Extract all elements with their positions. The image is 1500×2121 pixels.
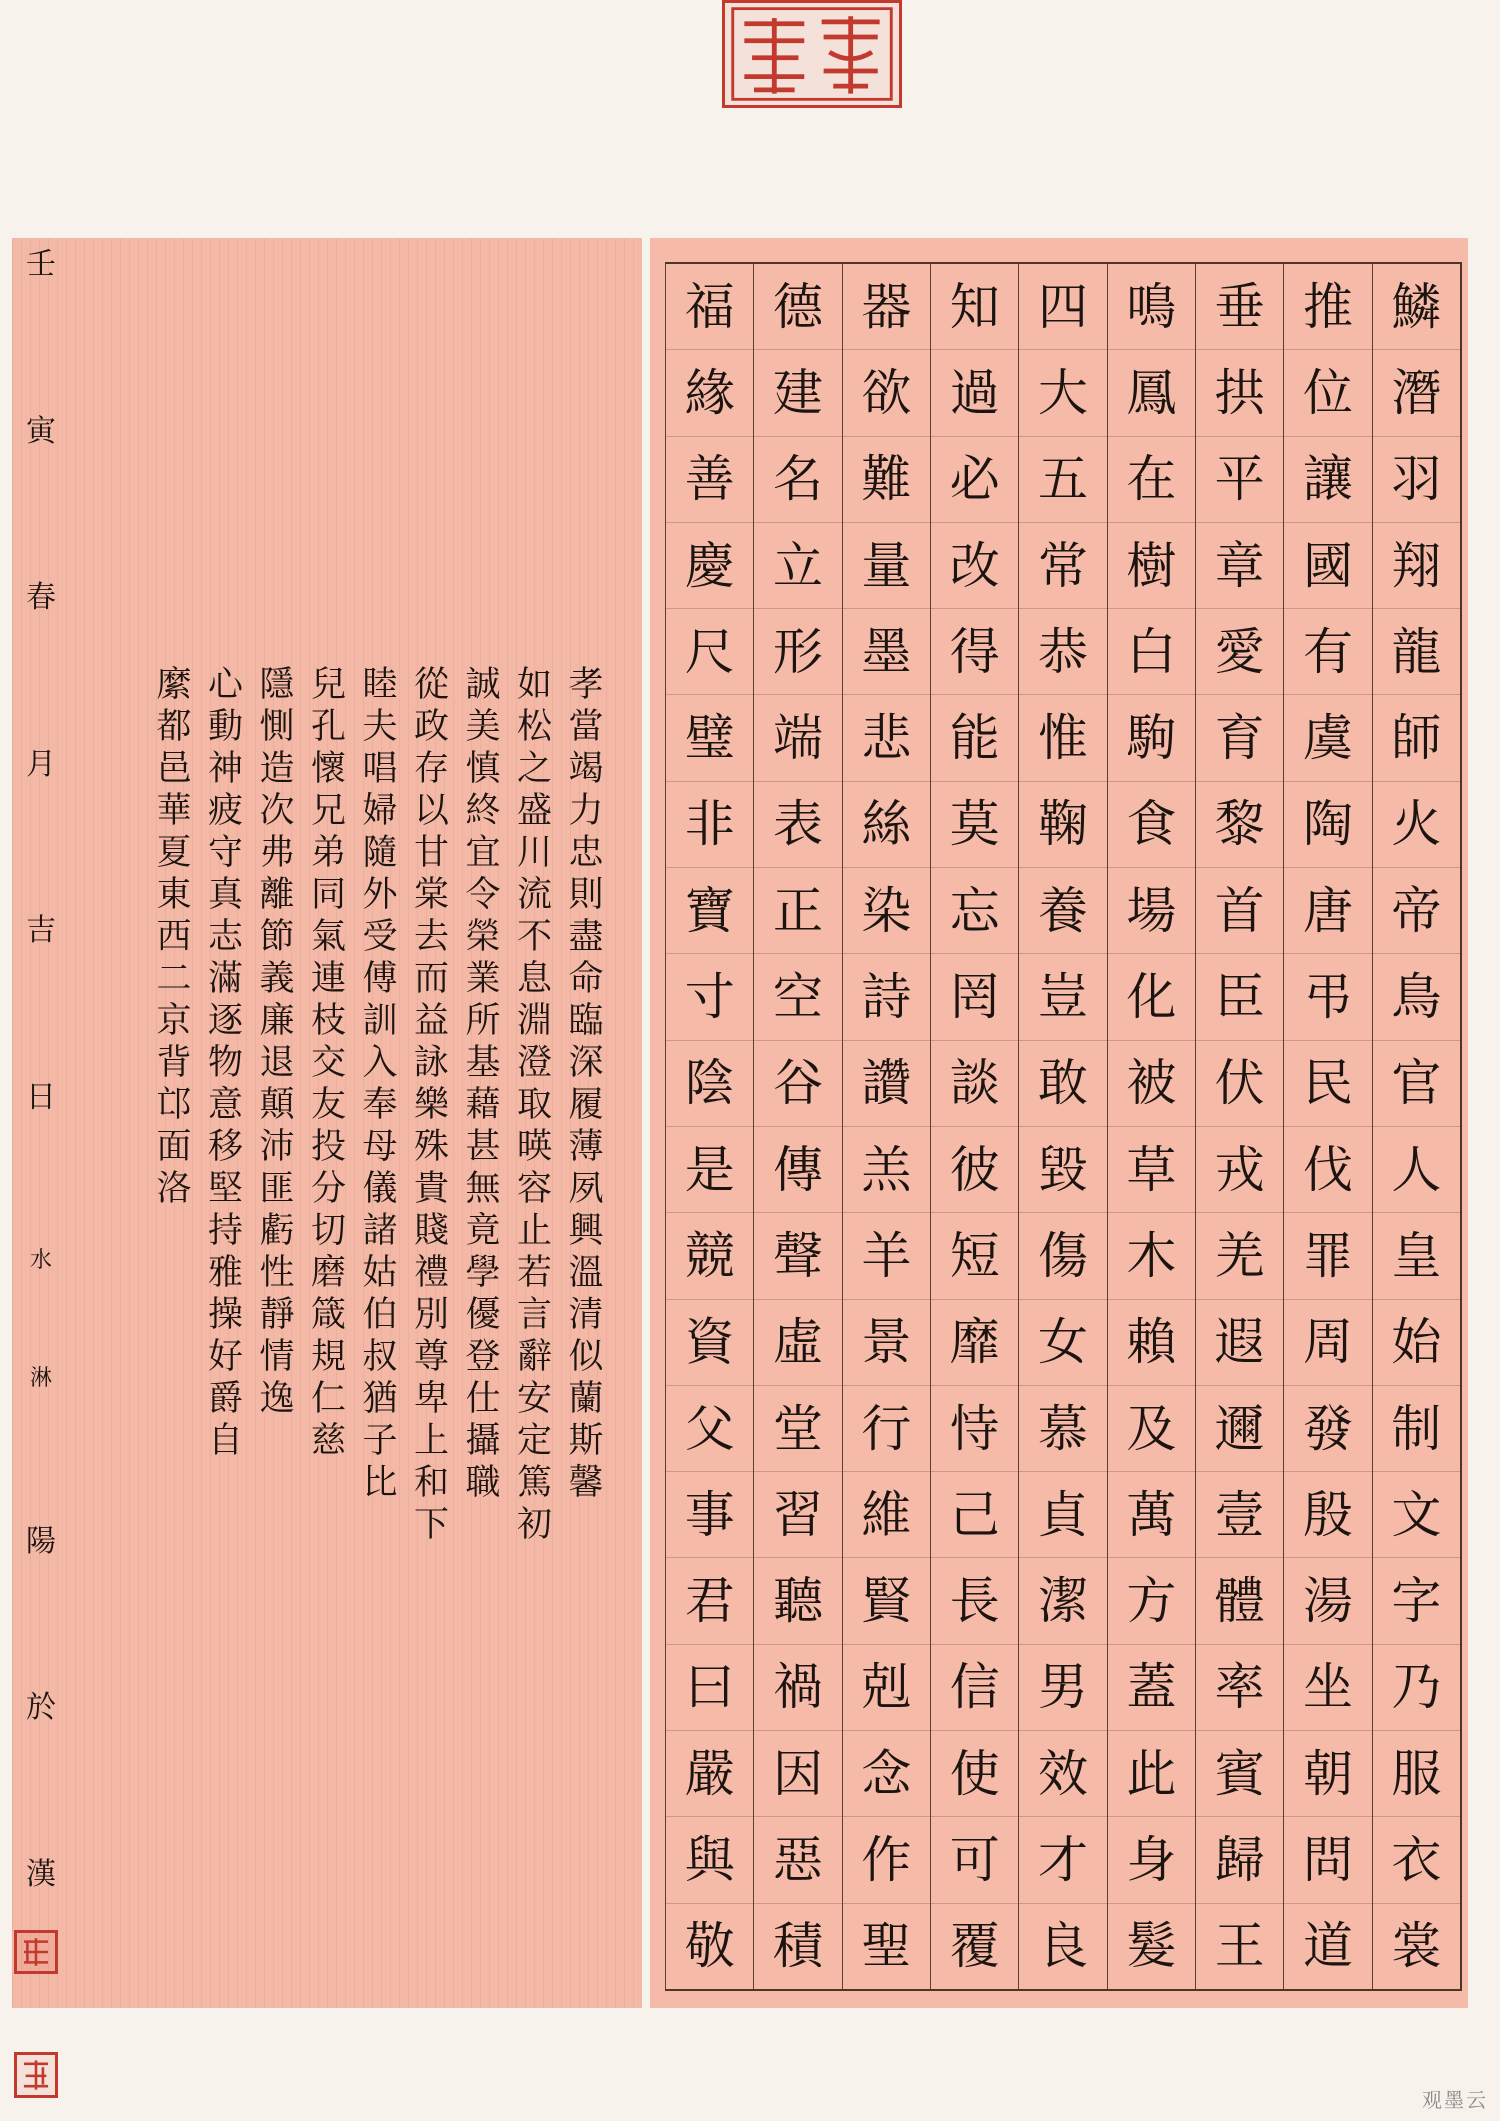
grid-character: 身 [1108,1817,1195,1903]
grid-character: 器 [843,264,930,350]
grid-character: 木 [1108,1213,1195,1299]
grid-character: 坐 [1284,1645,1371,1731]
grid-character: 曰 [666,1645,753,1731]
grid-character: 覆 [949,1917,1000,1976]
grid-character: 女 [1019,1300,1106,1386]
grid-character: 戎 [1196,1127,1283,1213]
grid-character: 國 [1284,523,1371,609]
grid-character: 敢 [1019,1041,1106,1127]
grid-character: 育 [1196,695,1283,781]
grid-character: 火 [1373,782,1460,868]
grid-character: 陰 [666,1041,753,1127]
grid-character: 形 [754,609,841,695]
grid-character: 在 [1108,437,1195,523]
grid-column [1372,264,1460,1989]
grid-character: 羽 [1373,437,1460,523]
inscription-column: 心動神疲守真志滿逐物意移堅持雅操好爵自 [202,665,243,1463]
grid-character: 道 [1303,1917,1353,1976]
grid-character: 推 [1284,264,1371,350]
grid-character: 傳 [754,1127,841,1213]
grid-column [753,264,841,1989]
grid-character: 事 [666,1472,753,1558]
inscription-column: 從政存以甘棠去而益詠樂殊貴賤禮別尊卑上和下 [408,665,449,1547]
grid-character: 空 [754,954,841,1040]
grid-character: 信 [931,1645,1018,1731]
grid-character: 莫 [931,782,1018,868]
grid-character: 讚 [843,1041,930,1127]
grid-character: 拱 [1196,350,1283,436]
date-signature-column [18,247,64,1892]
grid-character: 發 [1284,1386,1371,1472]
grid-character: 官 [1373,1041,1460,1127]
date-char: 淋 [29,1366,52,1392]
grid-character: 乃 [1373,1645,1460,1731]
signature-seal-upper [14,1930,58,1974]
grid-character: 是 [666,1127,753,1213]
date-char: 春 [26,580,56,616]
grid-character: 羔 [843,1127,930,1213]
grid-character: 潛 [1373,350,1460,436]
grid-character: 作 [843,1817,930,1903]
grid-character: 得 [931,609,1018,695]
signature-seal-lower [14,2052,58,2098]
grid-character: 尺 [666,609,753,695]
grid-character: 此 [1108,1731,1195,1817]
grid-character: 文 [1373,1472,1460,1558]
grid-character: 鳴 [1108,264,1195,350]
grid-character: 白 [1108,609,1195,695]
grid-character: 積 [773,1917,824,1976]
grid-character: 傷 [1019,1213,1106,1299]
grid-column [1107,264,1195,1989]
grid-character: 能 [931,695,1018,781]
colophon-inscription [150,665,603,1645]
grid-character: 競 [666,1213,753,1299]
grid-character: 駒 [1108,695,1195,781]
grid-character: 大 [1019,350,1106,436]
grid-character: 衣 [1373,1817,1460,1903]
grid-character: 位 [1284,350,1371,436]
date-char: 水 [29,1247,52,1273]
grid-character: 良 [1038,1917,1089,1976]
top-seal-stamp [722,0,902,108]
grid-character: 惟 [1019,695,1106,781]
grid-character: 常 [1019,523,1106,609]
grid-character: 彼 [931,1127,1018,1213]
grid-character: 難 [843,437,930,523]
grid-character: 己 [931,1472,1018,1558]
grid-character: 伐 [1284,1127,1371,1213]
grid-character: 詩 [843,954,930,1040]
grid-character: 璧 [666,695,753,781]
grid-character: 罪 [1284,1213,1371,1299]
inscription-column: 兒孔懷兄弟同氣連枝交友投分切磨箴規仁慈 [305,665,346,1463]
grid-character: 男 [1019,1645,1106,1731]
grid-character: 慶 [666,523,753,609]
grid-character: 表 [754,782,841,868]
grid-character: 制 [1373,1386,1460,1472]
grid-character: 行 [843,1386,930,1472]
grid-character: 忘 [931,868,1018,954]
grid-character: 髮 [1126,1917,1177,1976]
grid-character: 湯 [1284,1558,1371,1644]
date-char: 寅 [26,413,56,449]
grid-column [842,264,930,1989]
grid-character: 短 [931,1213,1018,1299]
date-char: 日 [26,1079,56,1115]
grid-character: 鞠 [1019,782,1106,868]
inscription-column: 孝當竭力忠則盡命臨深履薄夙興溫清似蘭斯馨 [563,665,603,1505]
grid-character: 嚴 [666,1731,753,1817]
grid-character: 立 [754,523,841,609]
seal-glyph-art [17,1933,55,1971]
grid-character: 因 [754,1731,841,1817]
grid-character: 萬 [1108,1472,1195,1558]
grid-character: 首 [1196,868,1283,954]
date-char: 陽 [26,1523,56,1559]
grid-character: 伏 [1196,1041,1283,1127]
grid-character: 潔 [1019,1558,1106,1644]
grid-character: 寸 [666,954,753,1040]
grid-character: 師 [1373,695,1460,781]
grid-character: 四 [1019,264,1106,350]
grid-character: 臣 [1196,954,1283,1040]
grid-character: 父 [666,1386,753,1472]
grid-character: 欲 [843,350,930,436]
grid-character: 鳳 [1108,350,1195,436]
grid-column [1018,264,1106,1989]
grid-character: 虛 [754,1300,841,1386]
grid-character: 改 [931,523,1018,609]
grid-character: 德 [754,264,841,350]
grid-character: 垂 [1196,264,1283,350]
grid-character: 賢 [843,1558,930,1644]
grid-character: 始 [1373,1300,1460,1386]
grid-character: 殷 [1284,1472,1371,1558]
seal-glyph-art [725,3,899,105]
grid-character: 問 [1284,1817,1371,1903]
grid-character: 賓 [1196,1731,1283,1817]
grid-character: 念 [843,1731,930,1817]
grid-character: 場 [1108,868,1195,954]
inscription-column: 睦夫唱婦隨外受傅訓入奉母儀諸姑伯叔猶子比 [357,665,397,1505]
grid-character: 體 [1196,1558,1283,1644]
grid-column [665,264,753,1989]
grid-character: 帝 [1373,868,1460,954]
grid-column [1195,264,1283,1989]
grid-character: 有 [1284,609,1371,695]
grid-character: 正 [754,868,841,954]
inscription-column: 隱惻造次弗離節義廉退顛沛匪虧性靜情逸 [254,665,294,1421]
grid-character: 景 [843,1300,930,1386]
grid-character: 讓 [1284,437,1371,523]
grid-character: 鳥 [1373,954,1460,1040]
grid-character: 龍 [1373,609,1460,695]
grid-character: 弔 [1284,954,1371,1040]
grid-character: 羊 [843,1213,930,1299]
grid-character: 談 [931,1041,1018,1127]
grid-character: 福 [666,264,753,350]
grid-character: 聲 [754,1213,841,1299]
grid-character: 虞 [1284,695,1371,781]
grid-character: 習 [754,1472,841,1558]
grid-character: 裳 [1391,1917,1442,1976]
grid-character: 靡 [931,1300,1018,1386]
grid-character: 鱗 [1373,264,1460,350]
grid-character: 唐 [1284,868,1371,954]
grid-character: 樹 [1108,523,1195,609]
grid-character: 建 [754,350,841,436]
grid-character: 壹 [1196,1472,1283,1558]
grid-character: 邇 [1196,1386,1283,1472]
seal-glyph-art [17,2055,55,2095]
grid-character: 平 [1196,437,1283,523]
grid-character: 歸 [1196,1817,1283,1903]
grid-character: 方 [1108,1558,1195,1644]
grid-character: 愛 [1196,609,1283,695]
grid-character: 使 [931,1731,1018,1817]
grid-character: 聖 [861,1917,912,1976]
grid-column [1283,264,1371,1989]
grid-character: 王 [1214,1917,1265,1976]
grid-character: 長 [931,1558,1018,1644]
grid-character: 人 [1373,1127,1460,1213]
grid-character: 悲 [843,695,930,781]
grid-character: 非 [666,782,753,868]
inscription-column: 如松之盛川流不息淵澄取暎容止若言辭安定篤初 [511,665,552,1547]
date-char: 漢 [26,1856,56,1892]
grid-character: 養 [1019,868,1106,954]
grid-character: 知 [931,264,1018,350]
grid-character: 服 [1373,1731,1460,1817]
grid-character: 善 [666,437,753,523]
grid-character: 才 [1019,1817,1106,1903]
grid-character: 草 [1108,1127,1195,1213]
grid-character: 蓋 [1108,1645,1195,1731]
grid-character: 墨 [843,609,930,695]
grid-character: 恃 [931,1386,1018,1472]
grid-character: 遐 [1196,1300,1283,1386]
date-char: 月 [26,746,56,782]
grid-character: 寶 [666,868,753,954]
grid-character: 名 [754,437,841,523]
date-char: 於 [26,1690,56,1726]
grid-character: 翔 [1373,523,1460,609]
grid-character: 恭 [1019,609,1106,695]
grid-column [930,264,1018,1989]
grid-character: 與 [666,1817,753,1903]
grid-character: 字 [1373,1558,1460,1644]
grid-character: 染 [843,868,930,954]
grid-character: 效 [1019,1731,1106,1817]
date-char: 吉 [26,913,56,949]
grid-character: 端 [754,695,841,781]
grid-character: 化 [1108,954,1195,1040]
grid-character: 陶 [1284,782,1371,868]
grid-character: 資 [666,1300,753,1386]
grid-character: 谷 [754,1041,841,1127]
grid-character: 及 [1108,1386,1195,1472]
grid-character: 豈 [1019,954,1106,1040]
grid-character: 絲 [843,782,930,868]
grid-character: 慕 [1019,1386,1106,1472]
inscription-column: 誠美慎終宜令榮業所基藉甚無竟學優登仕攝職 [460,665,500,1505]
grid-character: 貞 [1019,1472,1106,1558]
grid-character: 朝 [1284,1731,1371,1817]
site-watermark: 观墨云 [1422,2090,1488,2112]
grid-character: 聽 [754,1558,841,1644]
grid-character: 皇 [1373,1213,1460,1299]
grid-character: 周 [1284,1300,1371,1386]
grid-character: 五 [1019,437,1106,523]
grid-character: 剋 [843,1645,930,1731]
grid-character: 毀 [1019,1127,1106,1213]
grid-character: 量 [843,523,930,609]
grid-character: 堂 [754,1386,841,1472]
grid-character: 敬 [684,1917,735,1976]
grid-character: 率 [1196,1645,1283,1731]
grid-character: 惡 [754,1817,841,1903]
grid-character: 賴 [1108,1300,1195,1386]
inscription-column: 縻都邑華夏東西二京背邙面洛 [151,665,191,1211]
grid-character: 被 [1108,1041,1195,1127]
grid-character: 過 [931,350,1018,436]
grid-character: 羌 [1196,1213,1283,1299]
grid-character: 維 [843,1472,930,1558]
grid-character: 緣 [666,350,753,436]
grid-character: 君 [666,1558,753,1644]
grid-character: 民 [1284,1041,1371,1127]
grid-character: 必 [931,437,1018,523]
grid-character: 罔 [931,954,1018,1040]
grid-character: 食 [1108,782,1195,868]
grid-character: 禍 [754,1645,841,1731]
grid-character: 可 [931,1817,1018,1903]
date-char: 壬 [26,247,56,282]
grid-character: 章 [1196,523,1283,609]
grid-character: 黎 [1196,782,1283,868]
main-text-grid [665,262,1462,1991]
